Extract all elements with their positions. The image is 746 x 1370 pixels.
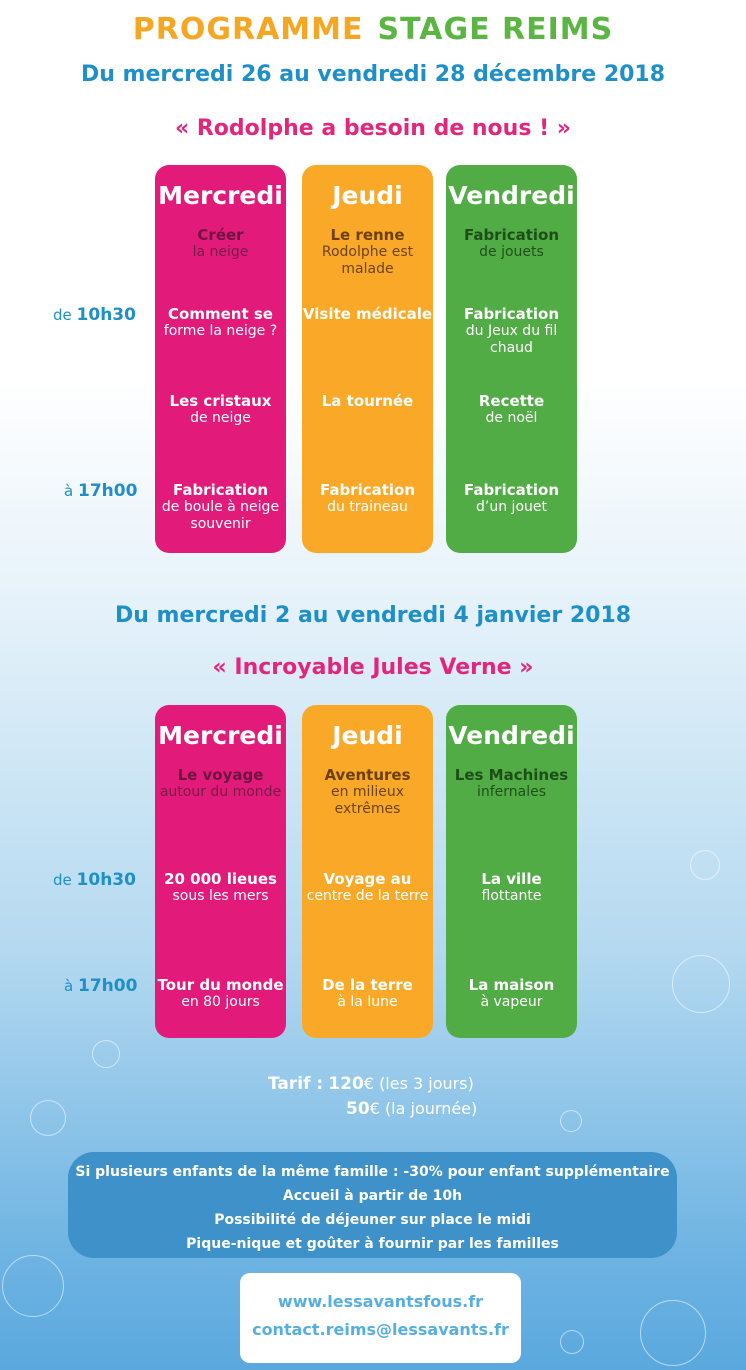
activity bbox=[155, 227, 286, 261]
activity bbox=[302, 482, 433, 516]
activity bbox=[446, 306, 577, 357]
activity-detail: infernales bbox=[476, 784, 547, 800]
bubble-decoration bbox=[560, 1110, 582, 1132]
title-programme: PROGRAMME bbox=[132, 12, 364, 47]
activity-title: Recette bbox=[478, 392, 545, 410]
info-line: Pique-nique et goûter à fournir par les familles bbox=[186, 1236, 559, 1252]
activity-title: La tournée bbox=[321, 392, 414, 410]
session2-end-time bbox=[64, 976, 137, 996]
activity bbox=[446, 871, 577, 905]
time-value: 17h00 bbox=[77, 481, 138, 501]
activity-detail: de boule à neige souvenir bbox=[161, 499, 280, 532]
price-label: Tarif : bbox=[268, 1074, 324, 1094]
activity bbox=[155, 393, 286, 427]
session2-theme: « Incroyable Jules Verne » bbox=[212, 655, 534, 680]
day-label: Mercredi bbox=[158, 181, 283, 210]
time-prefix: de bbox=[53, 871, 72, 889]
time-prefix: à bbox=[64, 977, 74, 995]
activity-title: Visite médicale bbox=[302, 305, 433, 323]
activity bbox=[446, 393, 577, 427]
activity bbox=[155, 767, 286, 801]
activity-title: Fabrication bbox=[463, 305, 560, 323]
price-line-1 bbox=[268, 1074, 474, 1094]
activity-title: Fabrication bbox=[463, 481, 560, 499]
title-stage-reims: STAGE REIMS bbox=[377, 12, 614, 47]
activity-title: Fabrication bbox=[319, 481, 416, 499]
activity bbox=[302, 306, 433, 323]
activity bbox=[446, 977, 577, 1011]
activity-detail: de neige bbox=[190, 410, 251, 426]
activity bbox=[302, 393, 433, 410]
info-line: Si plusieurs enfants de la même famille : -30% pour enfant supplémentaire bbox=[75, 1164, 670, 1180]
activity-title: Le renne bbox=[330, 226, 405, 244]
session2-dates: Du mercredi 2 au vendredi 4 janvier 2018 bbox=[114, 603, 632, 628]
activity-title: De la terre bbox=[322, 976, 413, 994]
activity-detail: à vapeur bbox=[480, 994, 543, 1010]
activity bbox=[302, 871, 433, 905]
info-box bbox=[68, 1152, 677, 1258]
activity bbox=[446, 227, 577, 261]
activity-title: Les Machines bbox=[454, 766, 569, 784]
price-line-2 bbox=[346, 1099, 477, 1119]
bubble-decoration bbox=[640, 1300, 706, 1366]
time-value: 10h30 bbox=[76, 305, 136, 325]
session2-column-mercredi bbox=[155, 705, 286, 1038]
price-three-days-detail: € (les 3 jours) bbox=[363, 1074, 474, 1093]
price-one-day-detail: € (la journée) bbox=[369, 1099, 478, 1118]
session1-end-time bbox=[64, 481, 137, 501]
activity bbox=[155, 871, 286, 905]
activity bbox=[155, 977, 286, 1011]
activity-detail: en 80 jours bbox=[181, 994, 260, 1010]
session1-column-mercredi bbox=[155, 165, 286, 553]
activity-detail: autour du monde bbox=[159, 784, 282, 800]
activity-title: La maison bbox=[468, 976, 555, 994]
bubble-decoration bbox=[560, 1330, 584, 1354]
activity-detail: à la lune bbox=[337, 994, 398, 1010]
day-label: Jeudi bbox=[332, 181, 403, 210]
activity-title: Voyage au bbox=[323, 870, 412, 888]
bubble-decoration bbox=[690, 850, 720, 880]
day-label: Vendredi bbox=[448, 181, 575, 210]
price-one-day: 50 bbox=[346, 1099, 370, 1119]
day-label: Vendredi bbox=[448, 721, 575, 750]
activity-detail: la neige bbox=[192, 244, 249, 260]
activity-detail: centre de la terre bbox=[306, 888, 429, 904]
activity-title: 20 000 lieues bbox=[164, 870, 277, 888]
session1-theme: « Rodolphe a besoin de nous ! » bbox=[175, 116, 571, 141]
activity-detail: de jouets bbox=[479, 244, 544, 260]
activity-detail: du traineau bbox=[327, 499, 408, 515]
day-label: Jeudi bbox=[332, 721, 403, 750]
time-value: 10h30 bbox=[76, 870, 136, 890]
bubble-decoration bbox=[30, 1100, 66, 1136]
activity-title: Les cristaux bbox=[169, 392, 272, 410]
bubble-decoration bbox=[2, 1255, 64, 1317]
day-label: Mercredi bbox=[158, 721, 283, 750]
activity-detail: flottante bbox=[481, 888, 542, 904]
activity-title: Comment se bbox=[168, 305, 273, 323]
email-link[interactable]: contact.reims@lessavants.fr bbox=[252, 1320, 509, 1339]
contact-box bbox=[240, 1273, 521, 1363]
website-link[interactable]: www.lessavantsfous.fr bbox=[277, 1292, 484, 1311]
session1-start-time bbox=[53, 305, 136, 325]
activity-detail: d’un jouet bbox=[476, 499, 547, 515]
activity-title: Le voyage bbox=[177, 766, 264, 784]
activity bbox=[302, 227, 433, 278]
activity-title: Aventures bbox=[324, 766, 411, 784]
session1-column-jeudi bbox=[302, 165, 433, 553]
activity-detail: sous les mers bbox=[172, 888, 269, 904]
activity-detail: Rodolphe est malade bbox=[321, 244, 414, 277]
session1-column-vendredi bbox=[446, 165, 577, 553]
activity bbox=[302, 977, 433, 1011]
activity bbox=[302, 767, 433, 818]
activity bbox=[446, 482, 577, 516]
session1-dates: Du mercredi 26 au vendredi 28 décembre 2018 bbox=[80, 62, 666, 87]
session2-column-jeudi bbox=[302, 705, 433, 1038]
activity-detail: forme la neige ? bbox=[163, 323, 278, 339]
bubble-decoration bbox=[672, 955, 730, 1013]
time-value: 17h00 bbox=[77, 976, 138, 996]
price-three-days: 120 bbox=[328, 1074, 364, 1094]
info-line: Possibilité de déjeuner sur place le midi bbox=[214, 1212, 531, 1228]
info-line: Accueil à partir de 10h bbox=[282, 1188, 463, 1204]
activity-detail: du Jeux du fil chaud bbox=[465, 323, 558, 356]
session2-column-vendredi bbox=[446, 705, 577, 1038]
activity-title: Tour du monde bbox=[157, 976, 284, 994]
activity bbox=[155, 306, 286, 340]
activity bbox=[446, 767, 577, 801]
activity-title: La ville bbox=[481, 870, 542, 888]
activity-detail: en milieux extrêmes bbox=[330, 784, 404, 817]
activity-detail: de noël bbox=[485, 410, 538, 426]
page-title bbox=[0, 12, 746, 47]
activity-title: Créer bbox=[197, 226, 244, 244]
time-prefix: de bbox=[53, 306, 72, 324]
activity bbox=[155, 482, 286, 533]
activity-title: Fabrication bbox=[463, 226, 560, 244]
session2-start-time bbox=[53, 870, 136, 890]
activity-title: Fabrication bbox=[172, 481, 269, 499]
bubble-decoration bbox=[92, 1040, 120, 1068]
time-prefix: à bbox=[64, 482, 74, 500]
